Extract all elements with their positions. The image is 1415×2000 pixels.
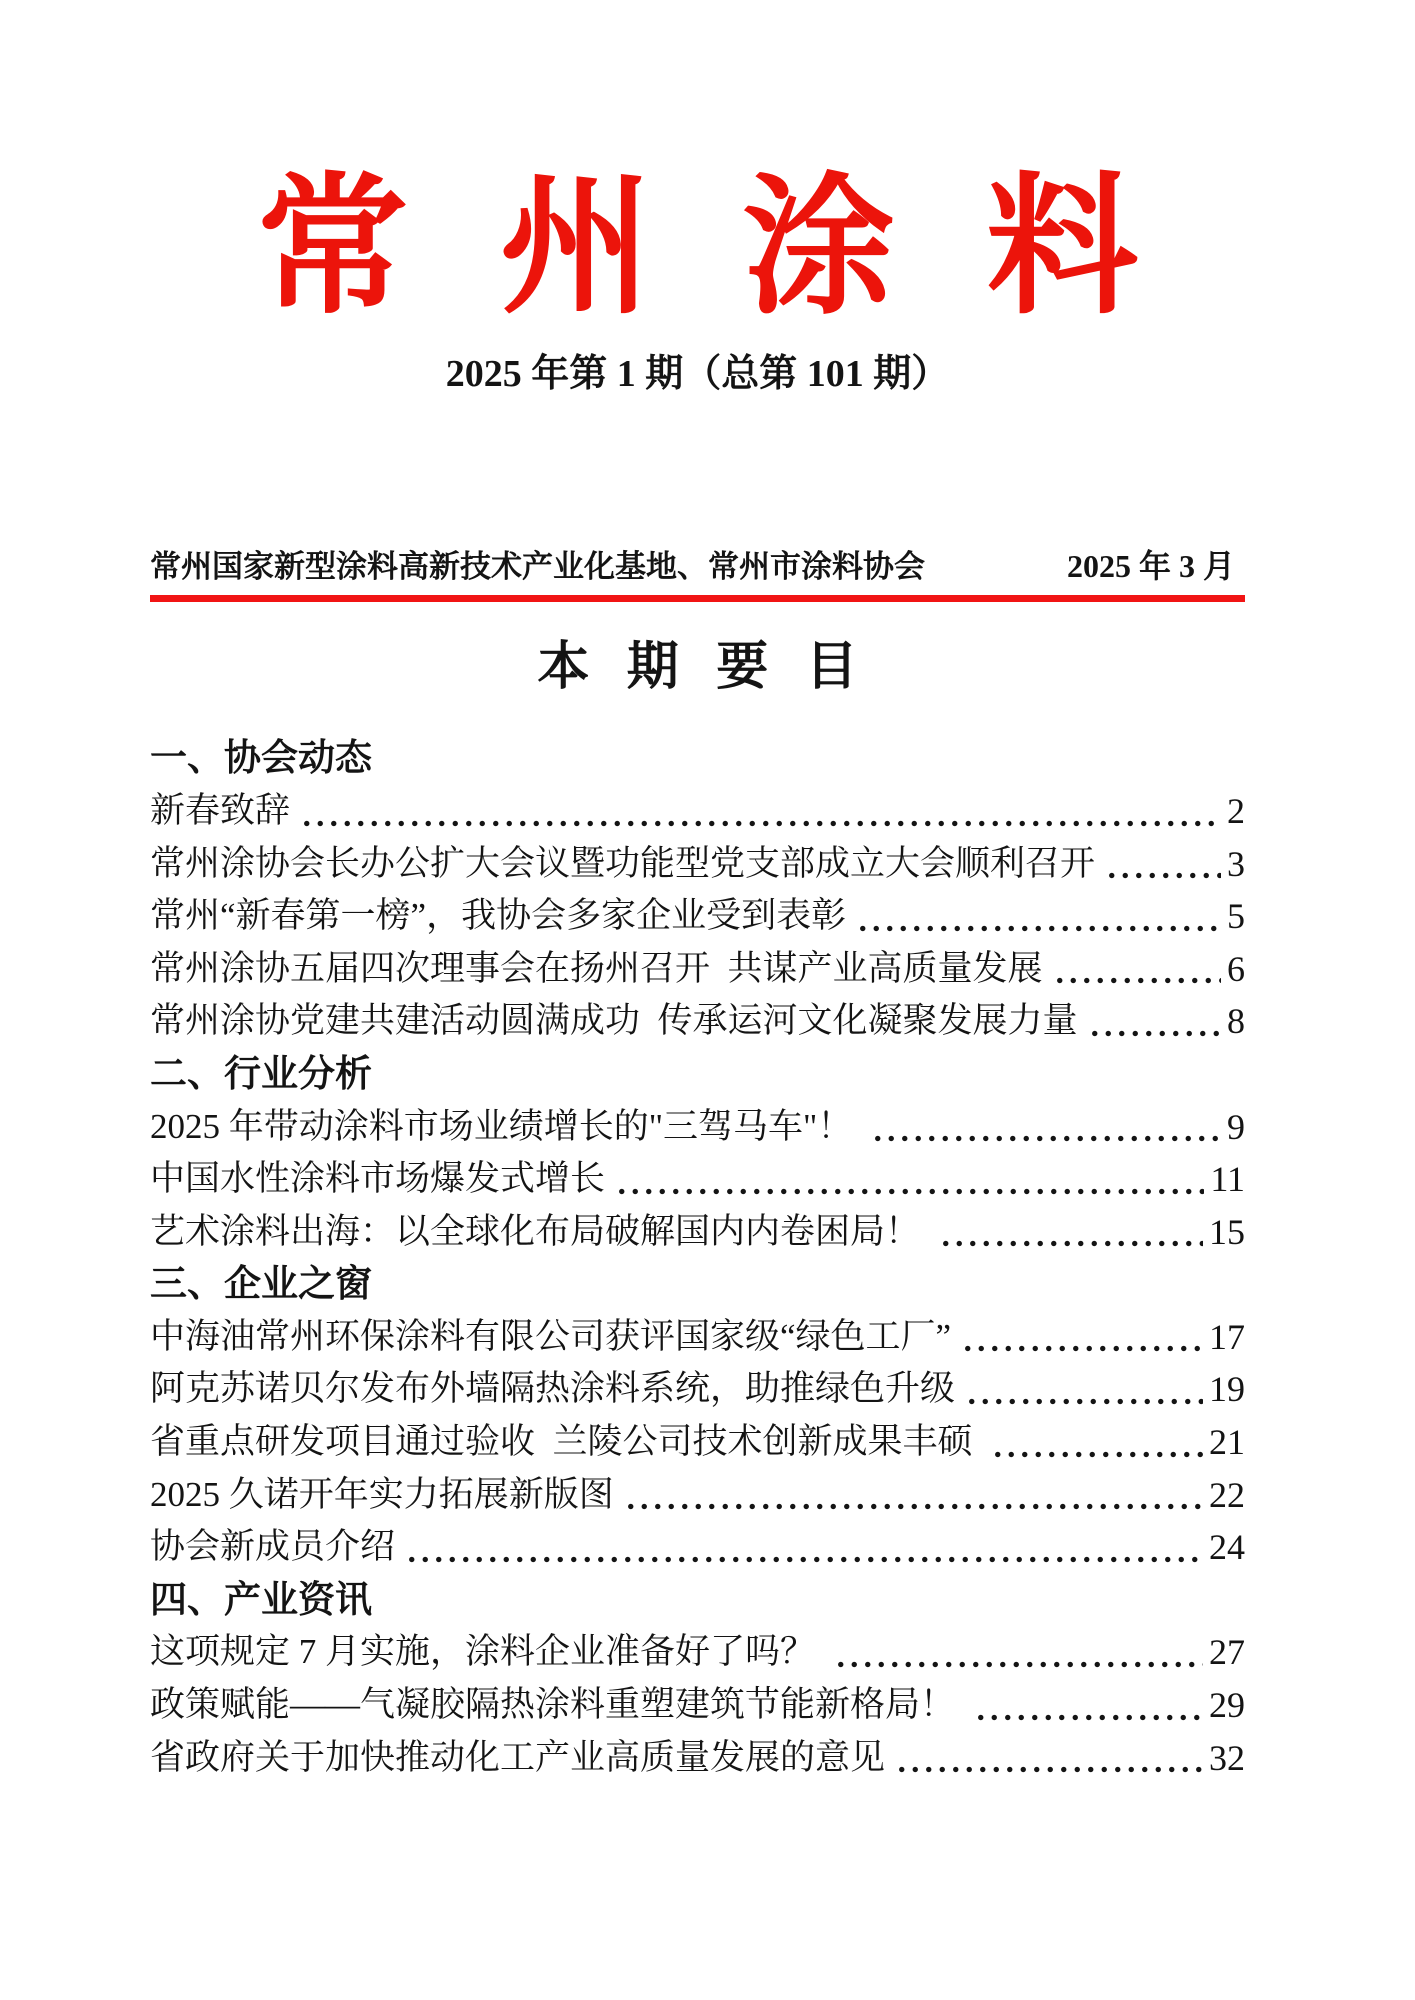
dot-leader — [965, 1363, 1203, 1416]
dot-leader — [624, 1469, 1203, 1522]
toc-item-page: 3 — [1227, 843, 1245, 884]
toc-item — [150, 1101, 1245, 1154]
toc-item-label: 协会新成员介绍 — [150, 1527, 396, 1567]
toc-item — [150, 838, 1245, 891]
toc-item-page: 11 — [1210, 1159, 1245, 1200]
toc-item — [150, 890, 1245, 943]
table-of-contents — [150, 732, 1245, 1784]
toc-item-label: 2025 久诺开年实力拓展新版图 — [150, 1474, 614, 1514]
toc-item-label: 常州涂协党建共建活动圆满成功 传承运河文化凝聚发展力量 — [150, 1001, 1078, 1041]
toc-item-page: 32 — [1209, 1737, 1245, 1778]
dot-leader — [615, 1153, 1204, 1206]
dot-leader — [974, 1679, 1203, 1732]
dot-leader — [834, 1626, 1203, 1679]
toc-item-label: 新春致辞 — [150, 790, 291, 830]
publisher-row — [150, 545, 1245, 588]
dot-leader — [1105, 838, 1221, 891]
toc-item-page: 6 — [1227, 948, 1245, 989]
toc-item-page: 19 — [1209, 1369, 1245, 1410]
dot-leader — [856, 890, 1221, 943]
dot-leader — [1088, 995, 1221, 1048]
toc-item-label: 省重点研发项目通过验收 兰陵公司技术创新成果丰硕 — [150, 1422, 982, 1462]
toc-section-title: 三、企业之窗 — [150, 1263, 372, 1305]
toc-item-label: 艺术涂料出海：以全球化布局破解国内内卷困局！ — [150, 1211, 929, 1251]
toc-item-label: 常州“新春第一榜”，我协会多家企业受到表彰 — [150, 896, 847, 936]
toc-item — [150, 1153, 1245, 1206]
toc-item-page: 22 — [1209, 1474, 1245, 1515]
toc-item-page: 2 — [1227, 790, 1245, 831]
toc-item — [150, 1626, 1245, 1679]
toc-heading: 本期要目 — [537, 638, 896, 697]
dot-leader — [300, 785, 1221, 838]
red-divider-rule — [150, 595, 1245, 602]
toc-item-page: 5 — [1227, 896, 1245, 937]
toc-item — [150, 1206, 1245, 1259]
toc-item — [150, 943, 1245, 996]
dot-leader — [961, 1311, 1203, 1364]
dot-leader — [871, 1101, 1221, 1154]
toc-item-label: 中海油常州环保涂料有限公司获评国家级“绿色工厂” — [150, 1316, 952, 1356]
toc-item-page: 21 — [1209, 1422, 1245, 1463]
toc-item — [150, 1521, 1245, 1574]
issue-line: 2025 年第 1 期（总第 101 期） — [445, 352, 950, 395]
toc-item-page: 9 — [1227, 1106, 1245, 1147]
toc-item-label: 这项规定 7 月实施，涂料企业准备好了吗？ — [150, 1632, 824, 1672]
toc-item — [150, 1416, 1245, 1469]
toc-item — [150, 785, 1245, 838]
toc-item — [150, 1311, 1245, 1364]
toc-item-page: 15 — [1209, 1211, 1245, 1252]
toc-section-title: 一、协会动态 — [150, 737, 372, 779]
dot-leader — [405, 1521, 1203, 1574]
toc-item-page: 24 — [1209, 1527, 1245, 1568]
dot-leader — [991, 1416, 1203, 1469]
publisher-name: 常州国家新型涂料高新技术产业化基地、常州市涂料协会 — [150, 548, 925, 584]
toc-item — [150, 1732, 1245, 1785]
page-title: 常州涂料 — [256, 164, 1230, 332]
toc-item — [150, 1679, 1245, 1732]
toc-section-title: 二、行业分析 — [150, 1052, 372, 1094]
toc-item-label: 政策赋能——气凝胶隔热涂料重塑建筑节能新格局！ — [150, 1685, 964, 1725]
toc-item-label: 省政府关于加快推动化工产业高质量发展的意见 — [150, 1737, 886, 1777]
dot-leader — [895, 1732, 1203, 1785]
toc-item-label: 常州涂协会长办公扩大会议暨功能型党支部成立大会顺利召开 — [150, 843, 1096, 883]
toc-item-page: 17 — [1209, 1316, 1245, 1357]
dot-leader — [939, 1206, 1203, 1259]
toc-item — [150, 995, 1245, 1048]
toc-item — [150, 1363, 1245, 1416]
toc-item-label: 中国水性涂料市场爆发式增长 — [150, 1159, 606, 1199]
toc-item-label: 2025 年带动涂料市场业绩增长的"三驾马车"！ — [150, 1106, 862, 1146]
toc-section-title: 四、产业资讯 — [150, 1578, 372, 1620]
toc-item-page: 27 — [1209, 1632, 1245, 1673]
issue-date: 2025 年 3 月 — [1066, 547, 1235, 584]
toc-item-label: 阿克苏诺贝尔发布外墙隔热涂料系统，助推绿色升级 — [150, 1369, 956, 1409]
toc-item-label: 常州涂协五届四次理事会在扬州召开 共谋产业高质量发展 — [150, 948, 1043, 988]
toc-item — [150, 1469, 1245, 1522]
toc-item-page: 8 — [1227, 1001, 1245, 1042]
toc-item-page: 29 — [1209, 1685, 1245, 1726]
dot-leader — [1053, 943, 1221, 996]
